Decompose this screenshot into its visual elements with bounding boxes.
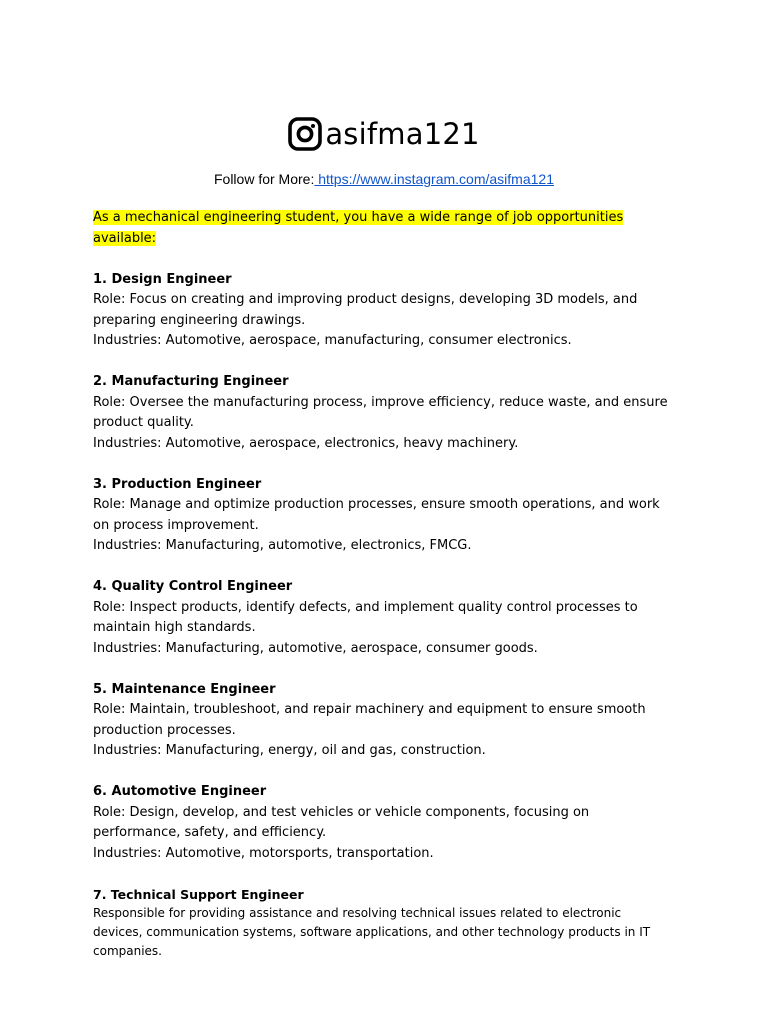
job-title: 3. Production Engineer <box>93 476 262 492</box>
job-description: Responsible for providing assistance and resolving technical issues related to electronic devices, communication systems, software applications, and other technology products in IT companies. <box>93 905 651 958</box>
job-role: Role: Maintain, troubleshoot, and repair machinery and equipment to ensure smooth production processes. <box>93 702 646 738</box>
job-industries: Industries: Manufacturing, automotive, electronics, FMCG. <box>93 538 472 553</box>
brand-header <box>0 116 768 152</box>
follow-line <box>0 170 768 188</box>
intro-paragraph <box>93 208 673 249</box>
job-title: 7. Technical Support Engineer <box>93 886 304 902</box>
job-industries: Industries: Automotive, motorsports, transportation. <box>93 845 434 861</box>
job-section <box>93 782 673 864</box>
instagram-icon <box>288 117 322 151</box>
job-industries: Industries: Automotive, aerospace, electronics, heavy machinery. <box>93 435 519 451</box>
intro-highlight: As a mechanical engineering student, you have a wide range of job opportunities available: <box>93 210 624 246</box>
job-title: 6. Automotive Engineer <box>93 784 267 799</box>
follow-label: Follow for More: <box>213 171 315 187</box>
job-section <box>93 475 673 557</box>
job-title: 5. Maintenance Engineer <box>93 681 276 697</box>
job-title: 4. Quality Control Engineer <box>93 579 293 594</box>
job-section <box>93 680 673 762</box>
brand-username: asifma121 <box>325 117 480 151</box>
job-section <box>93 372 673 454</box>
job-section <box>93 885 673 961</box>
document-body <box>93 208 673 981</box>
job-role: Role: Manage and optimize production processes, ensure smooth operations, and work on process improvement. <box>93 497 660 533</box>
job-title: 2. Manufacturing Engineer <box>93 374 289 389</box>
job-role: Role: Design, develop, and test vehicles or vehicle components, focusing on performance, safety, and efficiency. <box>93 804 590 840</box>
job-section <box>93 577 673 659</box>
job-industries: Industries: Manufacturing, automotive, aerospace, consumer goods. <box>93 640 538 656</box>
job-title: 1. Design Engineer <box>93 271 232 287</box>
job-industries: Industries: Automotive, aerospace, manufacturing, consumer electronics. <box>93 333 572 348</box>
job-role: Role: Inspect products, identify defects, and implement quality control processes to maintain high standards. <box>93 599 638 635</box>
job-role: Role: Oversee the manufacturing process, improve efficiency, reduce waste, and ensure product quality. <box>93 394 668 430</box>
job-role: Role: Focus on creating and improving product designs, developing 3D models, and preparing engineering drawings. <box>93 292 638 328</box>
job-industries: Industries: Manufacturing, energy, oil and gas, construction. <box>93 743 486 758</box>
job-section <box>93 270 673 352</box>
instagram-link[interactable]: https://www.instagram.com/asifma121 <box>314 171 554 187</box>
